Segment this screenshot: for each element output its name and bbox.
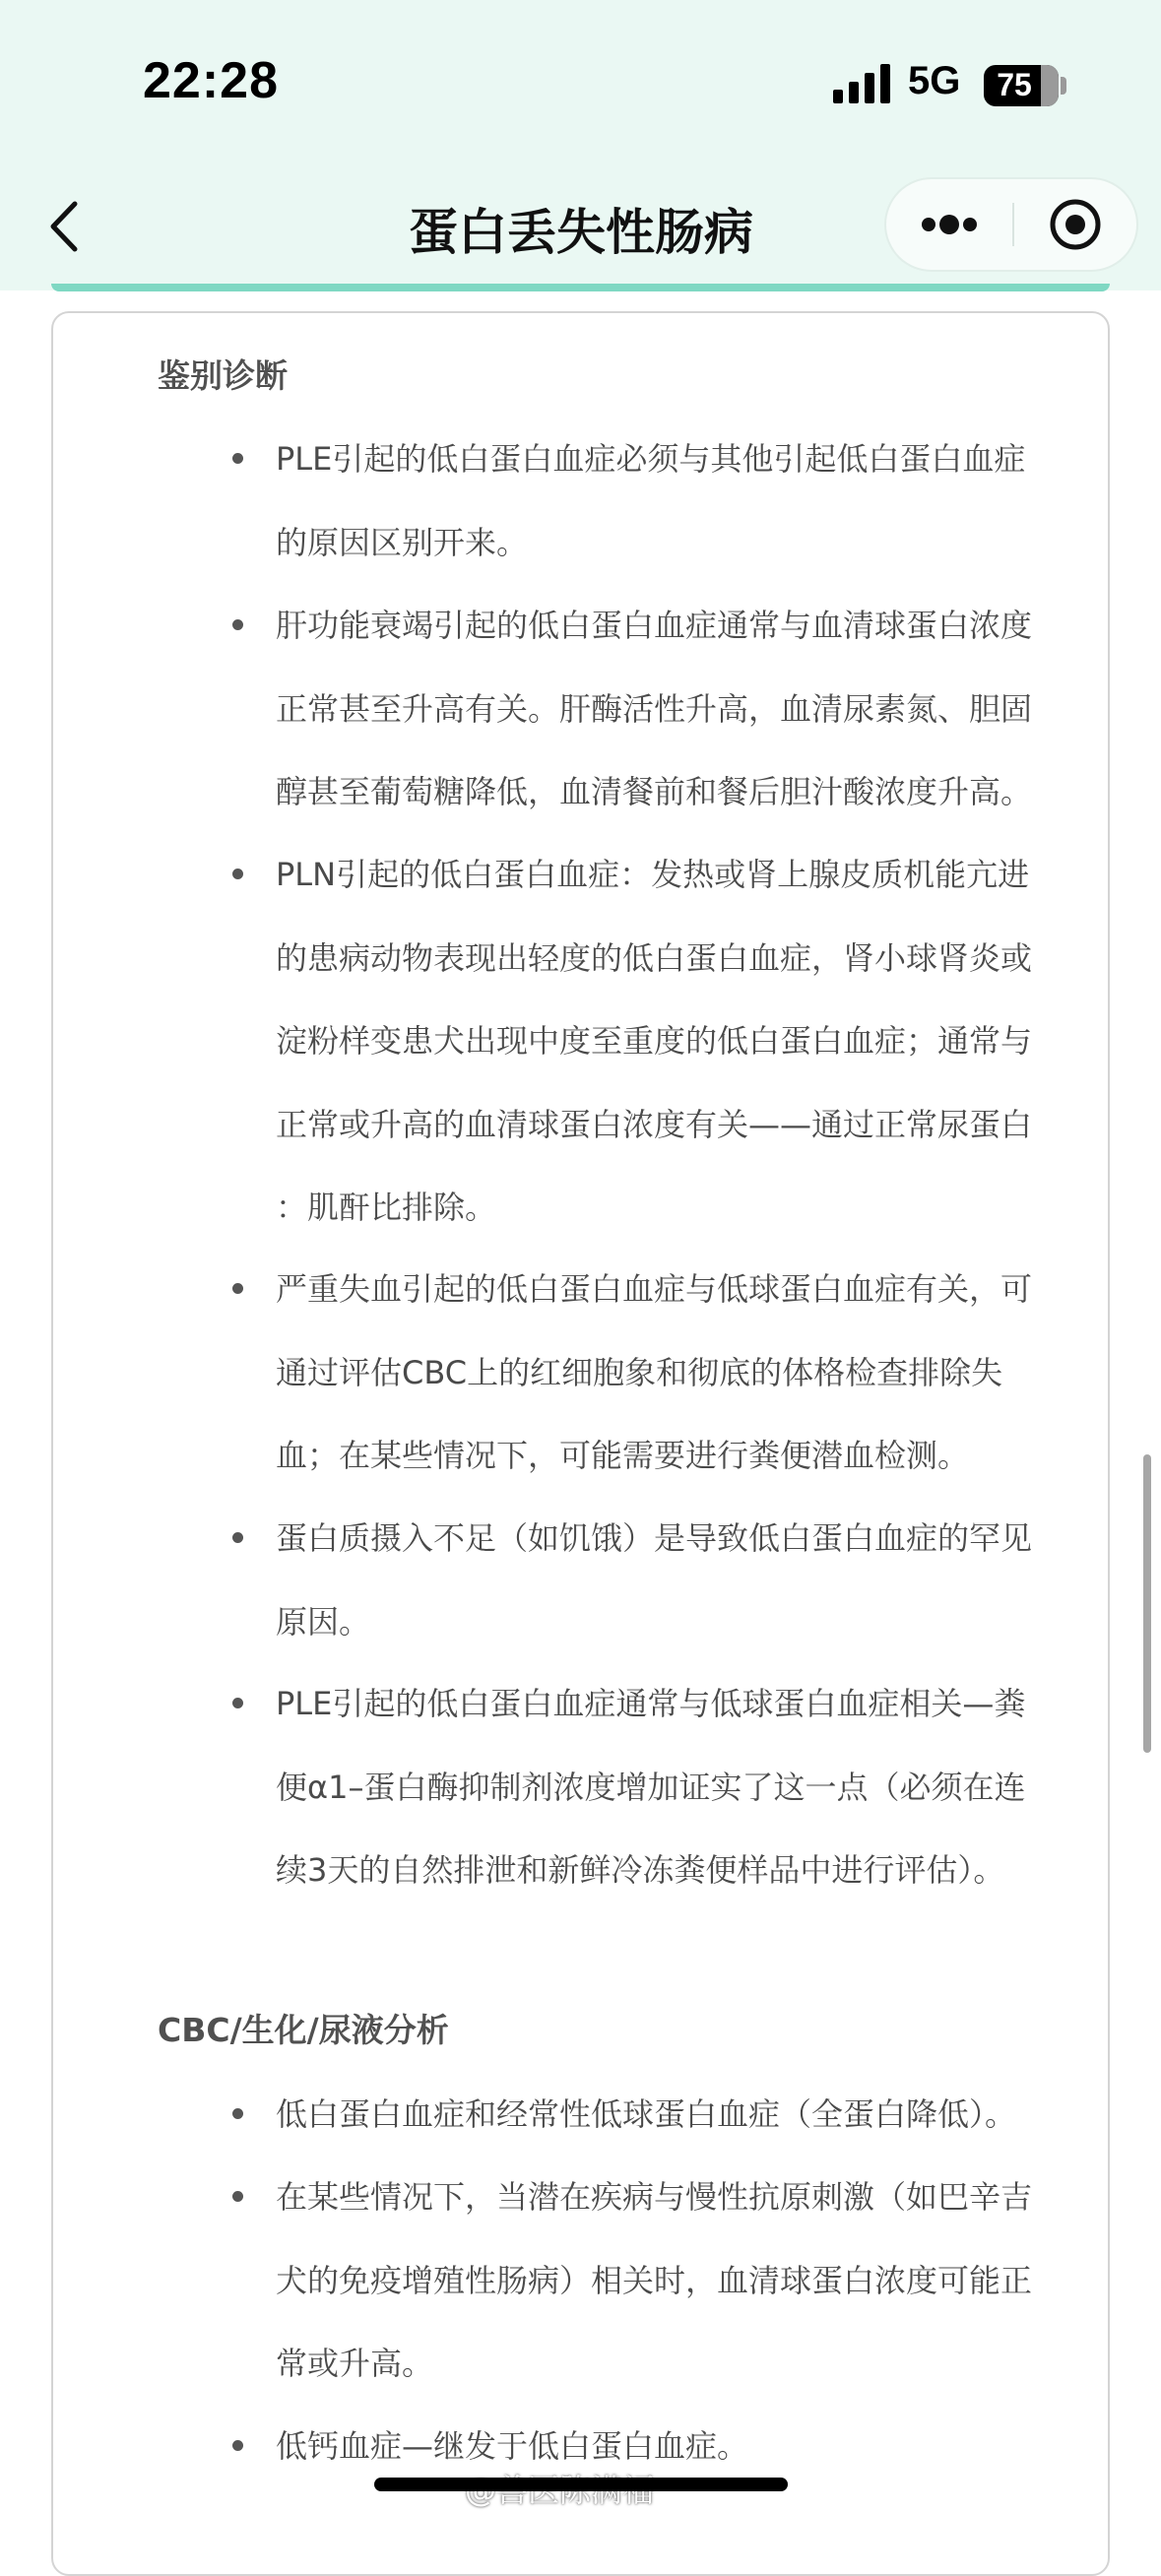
item-line: 的患病动物表现出轻度的低白蛋白血症，肾小球肾炎或	[276, 938, 1033, 977]
item-line: 续3天的自然排泄和新鲜冷冻粪便样品中进行评估）。	[276, 1851, 1005, 1889]
item-line: 便α1–蛋白酶抑制剂浓度增加证实了这一点（必须在连	[276, 1768, 1026, 1806]
accent-divider	[51, 284, 1110, 291]
miniprogram-close-icon	[1014, 179, 1136, 270]
list-item	[276, 1662, 1064, 1912]
list-item	[276, 833, 1064, 1250]
item-line: 低白蛋白血症和经常性低球蛋白血症（全蛋白降低）。	[276, 2095, 1017, 2133]
item-line: 通过评估CBC上的红细胞象和彻底的体格检查排除失	[276, 1353, 1003, 1391]
item-line: PLE引起的低白蛋白血症通常与低球蛋白血症相关—粪	[276, 1685, 1026, 1722]
item-line: ：肌酐比排除。	[276, 1189, 497, 1226]
item-line: 正常甚至升高有关。肝酶活性升高，血清尿素氮、胆固	[276, 689, 1033, 728]
page-title: 蛋白丢失性肠病	[409, 204, 753, 261]
list-item	[276, 2405, 1064, 2488]
item-line: 原因。	[276, 1602, 371, 1641]
item-line: 淀粉样变患犬出现中度至重度的低白蛋白血症；通常与	[276, 1022, 1033, 1060]
chevron-left-icon	[39, 192, 98, 261]
item-line: 醇甚至葡萄糖降低，血清餐前和餐后胆汁酸浓度升高。	[276, 773, 1033, 810]
list-item	[276, 2156, 1064, 2406]
bullet-icon	[232, 1283, 243, 1294]
more-dots-icon	[886, 179, 1012, 270]
item-line: 正常或升高的血清球蛋白浓度有关——通过正常尿蛋白	[276, 1105, 1033, 1143]
list-item	[276, 1248, 1064, 1498]
item-line: 严重失血引起的低白蛋白血症与低球蛋白血症有关，可	[276, 1270, 1033, 1308]
bullet-icon	[232, 619, 243, 630]
item-line: 肝功能衰竭引起的低白蛋白血症通常与血清球蛋白浓度	[276, 607, 1033, 644]
list-item	[276, 2073, 1064, 2157]
bullet-icon	[232, 869, 243, 879]
bullet-icon	[232, 2440, 243, 2451]
close-miniprogram-button[interactable]	[1014, 179, 1136, 270]
header	[0, 0, 1161, 290]
item-line: 蛋白质摄入不足（如饥饿）是导致低白蛋白血症的罕见	[276, 1519, 1033, 1557]
list-item	[276, 584, 1064, 834]
cellular-signal-icon	[833, 64, 892, 103]
network-type: 5G	[908, 59, 961, 102]
item-line: PLE引起的低白蛋白血症必须与其他引起低白蛋白血症	[276, 440, 1026, 478]
bullet-icon	[232, 1532, 243, 1543]
item-line: 犬的免疫增殖性肠病）相关时，血清球蛋白浓度可能正	[276, 2261, 1033, 2299]
back-button[interactable]	[39, 192, 98, 261]
item-line: 血；在某些情况下，可能需要进行粪便潜血检测。	[276, 1437, 970, 1474]
section-title-cbc: CBC/生化/尿液分析	[158, 2011, 449, 2049]
bullet-icon	[232, 1698, 243, 1708]
list-item	[276, 418, 1064, 584]
miniprogram-capsule	[884, 177, 1138, 272]
item-line: 常或升高。	[276, 2345, 434, 2382]
home-indicator[interactable]	[374, 2478, 788, 2491]
item-line: PLN引起的低白蛋白血症：发热或肾上腺皮质机能亢进	[276, 856, 1030, 893]
scrollbar[interactable]	[1143, 1454, 1151, 1753]
more-button[interactable]	[886, 179, 1012, 270]
bullet-icon	[232, 2191, 243, 2202]
list-item	[276, 1497, 1064, 1663]
item-line: 在某些情况下，当潜在疾病与慢性抗原刺激（如巴辛吉	[276, 2178, 1033, 2216]
battery-tip	[1061, 77, 1066, 95]
status-time: 22:28	[143, 52, 279, 109]
item-line: 低钙血症—继发于低白蛋白血症。	[276, 2427, 749, 2465]
bullet-icon	[232, 453, 243, 464]
bullet-icon	[232, 2108, 243, 2119]
battery-level: 75	[997, 67, 1032, 102]
item-line: 的原因区别开来。	[276, 523, 529, 561]
battery-icon	[984, 65, 1059, 106]
section-title-differential-diagnosis: 鉴别诊断	[158, 356, 288, 395]
